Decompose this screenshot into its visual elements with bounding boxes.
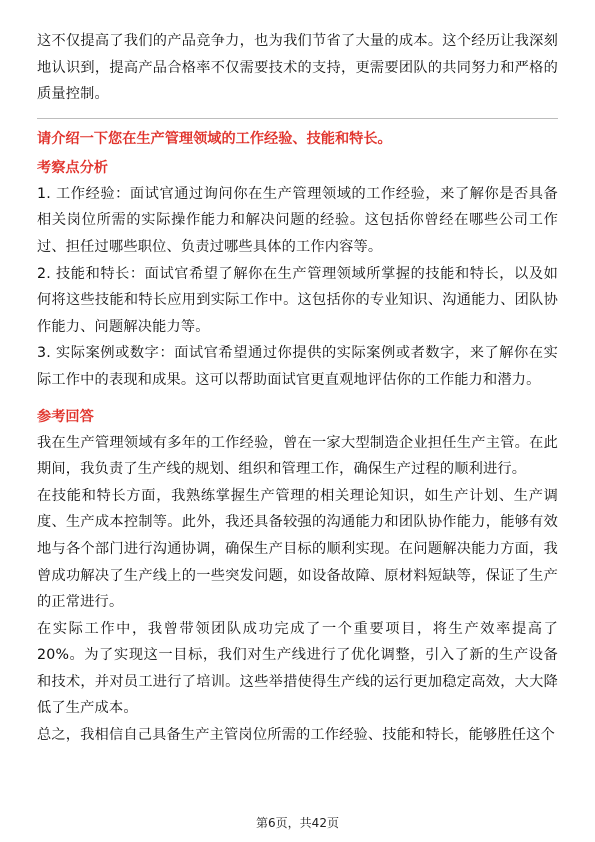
interview-question: 请介绍一下您在生产管理领域的工作经验、技能和特长。 — [37, 130, 392, 147]
answer-paragraph-3: 在实际工作中，我曾带领团队成功完成了一个重要项目，将生产效率提高了20%。为了实现这一目标，我们对生产线进行了优化调整，引入了新的生产设备和技术，并对员工进行了培训。这些举措使得生产线的运行更加稳定高效，大大降低了生产成本。 — [37, 620, 558, 717]
page-footer: 第6页，共42页 — [256, 816, 339, 830]
section-divider — [37, 118, 558, 119]
analysis-item-3: 3. 实际案例或数字：面试官希望通过你提供的实际案例或者数字，来了解你在实际工作中的表现和成果。这可以帮助面试官更直观地评估你的工作能力和潜力。 — [37, 345, 558, 388]
document-page — [37, 28, 558, 749]
answer-paragraph-1: 我在生产管理领域有多年的工作经验，曾在一家大型制造企业担任生产主管。在此期间，我负责了生产线的规划、组织和管理工作，确保生产过程的顺利进行。 — [37, 434, 558, 478]
analysis-item-2: 2. 技能和特长：面试官希望了解你在生产管理领域所掌握的技能和特长，以及如何将这些技能和特长应用到实际工作中。这包括你的专业知识、沟通能力、团队协作能力、问题解决能力等。 — [37, 265, 558, 335]
intro-paragraph: 这不仅提高了我们的产品竞争力，也为我们节省了大量的成本。这个经历让我深刻地认识到，提高产品合格率不仅需要技术的支持，更需要团队的共同努力和严格的质量控制。 — [37, 33, 558, 103]
answer-paragraph-2: 在技能和特长方面，我熟练掌握生产管理的相关理论知识，如生产计划、生产调度、生产成本控制等。此外，我还具备较强的沟通能力和团队协作能力，能够有效地与各个部门进行沟通协调，确保生产目标的顺利实现。在问题解决能力方面，我曾成功解决了生产线上的一些突发问题，如设备故障、原材料短缺等，保证了生产的正常进行。 — [37, 487, 558, 611]
analysis-title: 考察点分析 — [37, 159, 108, 176]
answer-paragraph-4: 总之，我相信自己具备生产主管岗位所需的工作经验、技能和特长，能够胜任这个 — [37, 727, 555, 744]
answer-title: 参考回答 — [37, 408, 94, 425]
analysis-item-1: 1. 工作经验：面试官通过询问你在生产管理领域的工作经验，来了解你是否具备相关岗位所需的实际操作能力和解决问题的经验。这包括你曾经在哪些公司工作过、担任过哪些职位、负责过哪些具体的工作内容等。 — [37, 185, 558, 255]
